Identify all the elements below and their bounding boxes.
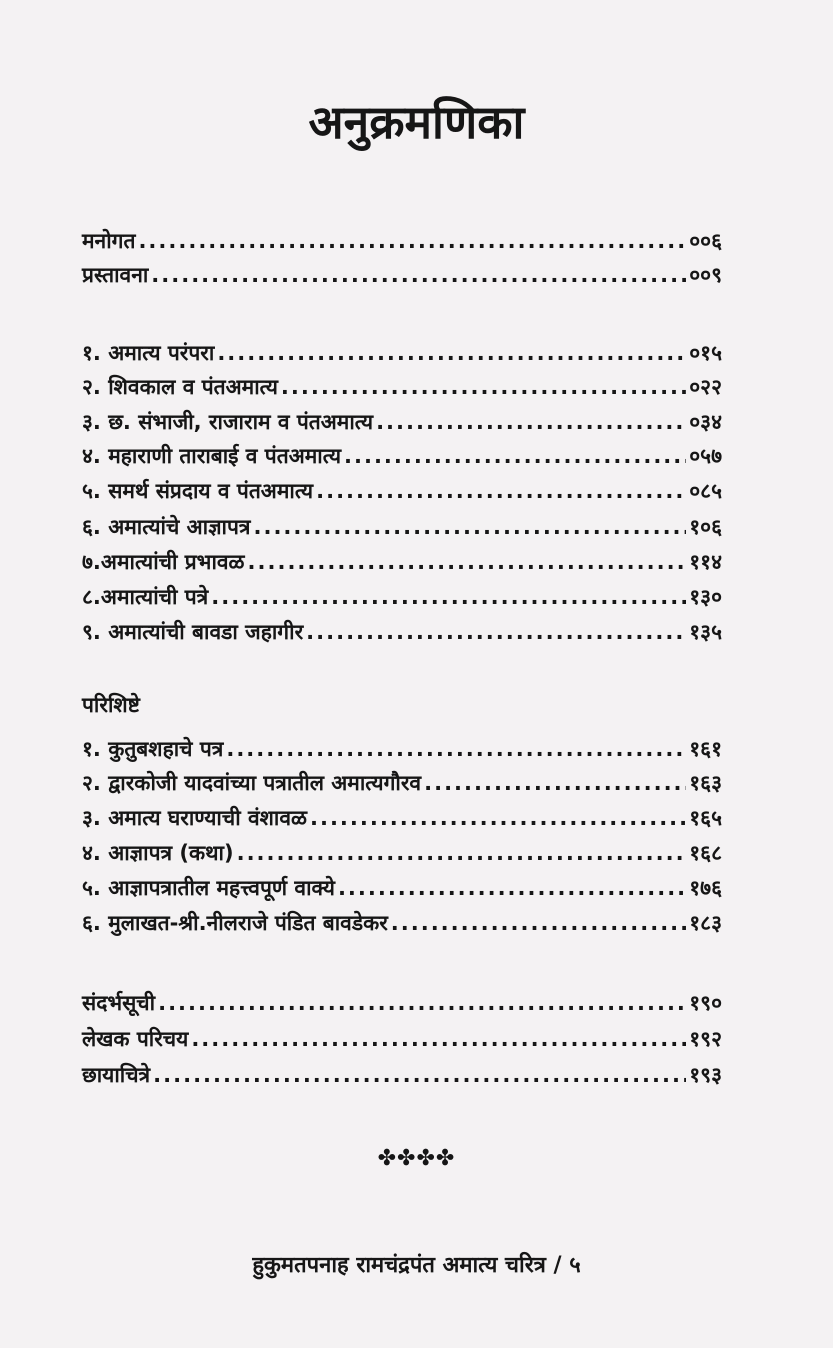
dot-leader	[424, 768, 686, 798]
toc-entry-page: ००९	[689, 263, 722, 287]
dot-leader	[306, 617, 686, 647]
toc-entry-label: ३. छ. संभाजी, राजाराम व पंतअमात्य	[82, 410, 374, 434]
toc-entry	[82, 1056, 722, 1090]
toc-entry	[82, 578, 722, 612]
toc-entry	[82, 472, 722, 506]
toc-entry	[82, 403, 722, 437]
dot-leader	[338, 873, 686, 903]
dot-leader	[376, 407, 686, 437]
toc-entry-page: १३०	[689, 585, 722, 609]
dot-leader	[254, 512, 687, 542]
toc-entry-page: ०५७	[689, 444, 722, 468]
dot-leader	[211, 582, 686, 612]
toc-entry	[82, 1020, 722, 1054]
toc-entry-label: संदर्भसूची	[82, 991, 156, 1015]
dot-leader	[153, 1060, 686, 1090]
toc-entry	[82, 764, 722, 798]
toc-entry	[82, 984, 722, 1018]
toc-entry	[82, 543, 722, 577]
dot-leader	[237, 838, 687, 868]
dot-leader	[248, 547, 687, 577]
dot-leader	[344, 441, 686, 471]
toc-entry-label: ९. अमात्यांची बावडा जहागीर	[82, 620, 304, 644]
toc-entry	[82, 869, 722, 903]
toc-entry	[82, 834, 722, 868]
toc-entry-label: मनोगत	[82, 229, 136, 253]
page-title: अनुक्रमणिका	[308, 95, 525, 149]
ornament-divider: ✤✤✤✤	[377, 1146, 456, 1171]
toc-entry-page: १६५	[689, 806, 722, 830]
toc-entry-label: १. कुतुबशहाचे पत्र	[82, 737, 224, 761]
toc-entry-label: ५. आज्ञापत्रातील महत्त्वपूर्ण वाक्ये	[82, 876, 335, 900]
toc-entry	[82, 799, 722, 833]
toc-entry-page: १३५	[689, 620, 722, 644]
toc-entry-label: लेखक परिचय	[82, 1027, 189, 1051]
toc-entry-page: १७६	[689, 876, 722, 900]
toc-entry-page: ०२२	[689, 375, 722, 399]
toc-entry-page: १६१	[689, 737, 722, 761]
toc-entry-page: १९३	[689, 1063, 722, 1087]
dot-leader	[151, 260, 686, 290]
toc-entry-page: १०६	[689, 515, 722, 539]
dot-leader	[226, 734, 686, 764]
dot-leader	[310, 803, 686, 833]
dot-leader	[316, 476, 686, 506]
toc-entry-page: १८३	[689, 911, 722, 935]
toc-entry-page: ०३४	[689, 410, 722, 434]
toc-entry-page: १९०	[689, 991, 722, 1015]
toc-entry-page: ०८५	[689, 479, 722, 503]
toc-entry	[82, 904, 722, 938]
toc-entry-page: १९२	[689, 1027, 722, 1051]
toc-entry-label: छायाचित्रे	[82, 1063, 151, 1087]
toc-entry-label: ४. आज्ञापत्र (कथा)	[82, 841, 234, 865]
dot-leader	[281, 372, 686, 402]
toc-entry-page: १६८	[689, 841, 722, 865]
toc-entry	[82, 730, 722, 764]
dot-leader	[158, 988, 686, 1018]
toc-entry-label: प्रस्तावना	[82, 263, 149, 287]
dot-leader	[391, 908, 686, 938]
toc-entry-label: ७.अमात्यांची प्रभावळ	[82, 550, 245, 574]
toc-entry	[82, 368, 722, 402]
dot-leader	[191, 1024, 686, 1054]
toc-entry	[82, 222, 722, 256]
toc-entry-label: ८.अमात्यांची पत्रे	[82, 585, 209, 609]
toc-entry-label: ६. मुलाखत-श्री.नीलराजे पंडित बावडेकर	[82, 911, 388, 935]
toc-entry	[82, 334, 722, 368]
dot-leader	[138, 226, 686, 256]
toc-entry-page: ००६	[689, 229, 722, 253]
appendix-heading: परिशिष्टे	[82, 693, 140, 717]
toc-entry-page: ०१५	[689, 341, 722, 365]
toc-entry-label: २. द्वारकोजी यादवांच्या पत्रातील अमात्यगौरव	[82, 771, 422, 795]
toc-entry-page: १६३	[689, 771, 722, 795]
toc-entry	[82, 256, 722, 290]
toc-entry	[82, 613, 722, 647]
page-footer: हुकुमतपनाह रामचंद्रपंत अमात्य चरित्र / ५	[252, 1253, 581, 1278]
dot-leader	[217, 338, 686, 368]
toc-entry-label: ३. अमात्य घराण्याची वंशावळ	[82, 806, 307, 830]
toc-entry	[82, 508, 722, 542]
toc-entry	[82, 437, 722, 471]
toc-entry-label: ५. समर्थ संप्रदाय व पंतअमात्य	[82, 479, 314, 503]
toc-entry-label: १. अमात्य परंपरा	[82, 341, 215, 365]
toc-entry-label: ४. महाराणी ताराबाई व पंतअमात्य	[82, 444, 342, 468]
toc-entry-label: २. शिवकाल व पंतअमात्य	[82, 375, 278, 399]
toc-entry-label: ६. अमात्यांचे आज्ञापत्र	[82, 515, 251, 539]
toc-entry-page: ११४	[689, 550, 722, 574]
